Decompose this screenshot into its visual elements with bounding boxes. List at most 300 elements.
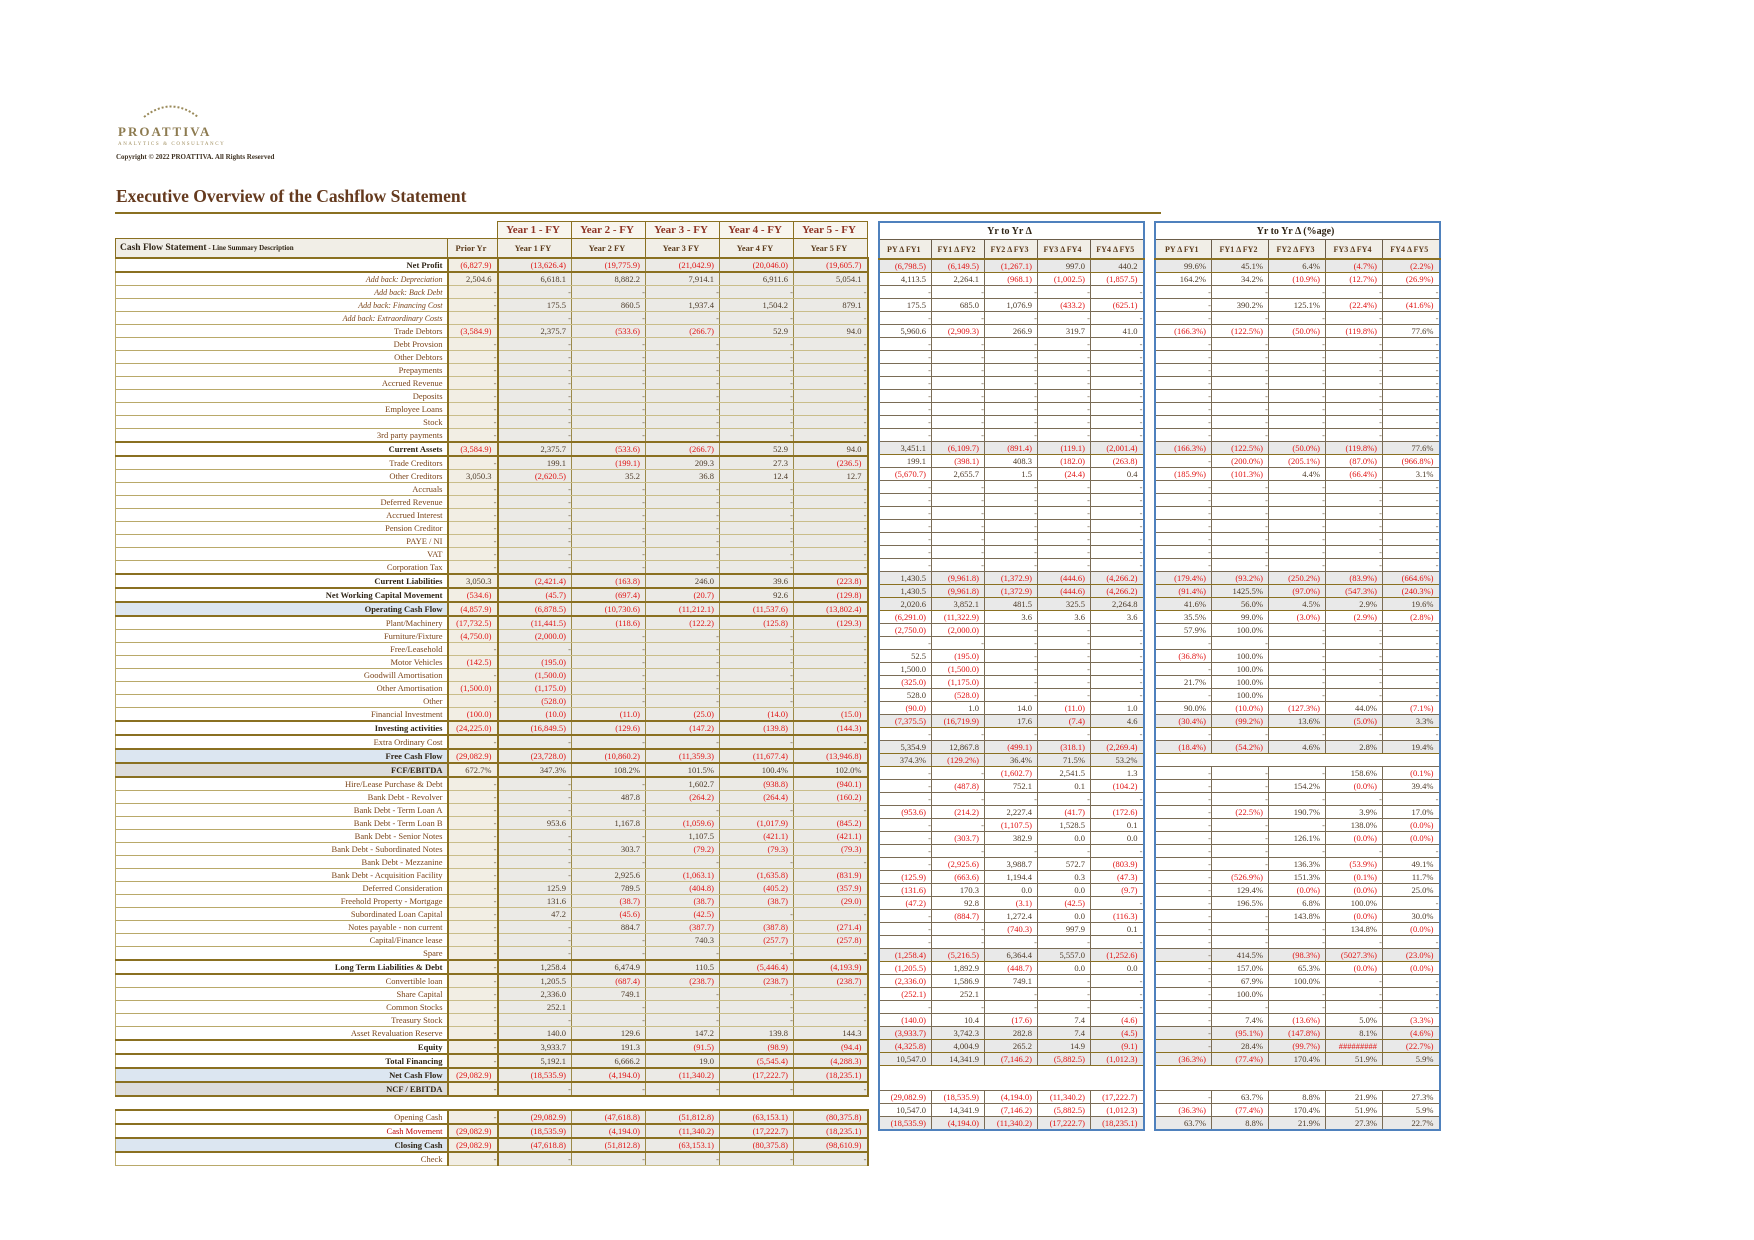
cell: - (448, 643, 498, 656)
cell: (63,153.1) (720, 1110, 794, 1124)
cell: (29.0) (794, 895, 868, 908)
cell: - (720, 1152, 794, 1166)
cell: (200.0%) (1212, 455, 1269, 468)
cell: (16,849.5) (498, 721, 572, 735)
cell: (0.0%) (1326, 780, 1383, 793)
table-row (879, 494, 1144, 507)
table-row (116, 429, 868, 443)
column-header: PY Δ FY1 (879, 240, 932, 260)
cell: 157.0% (1212, 962, 1269, 975)
table-row (116, 535, 868, 548)
cell: (17,222.7) (720, 1068, 794, 1082)
cell: - (448, 817, 498, 830)
cell: 4,113.5 (879, 273, 932, 286)
cell: 2.8% (1326, 741, 1383, 754)
cell: 3.6 (1091, 611, 1144, 624)
table-row (879, 780, 1144, 793)
cell: 21.9% (1269, 1117, 1326, 1131)
cell: - (932, 728, 985, 741)
cell: - (448, 735, 498, 749)
cell: (116.3) (1091, 910, 1144, 923)
cell: - (448, 960, 498, 974)
table-row (116, 496, 868, 509)
cell: (119.8%) (1326, 325, 1383, 338)
blank-cell (1383, 1078, 1440, 1091)
table-row (1155, 806, 1440, 819)
table-row (1155, 1066, 1440, 1079)
cell: - (448, 548, 498, 561)
table-row (879, 1014, 1144, 1027)
cell: (42.5) (646, 908, 720, 921)
cell: - (879, 481, 932, 494)
cell: - (646, 669, 720, 682)
cell: - (448, 1001, 498, 1014)
cell: - (1091, 286, 1144, 299)
cell: (263.8) (1091, 455, 1144, 468)
table-row (1155, 689, 1440, 702)
cell: - (572, 561, 646, 575)
table-row (116, 763, 868, 777)
table-row (1155, 858, 1440, 871)
cell: (2,001.4) (1091, 442, 1144, 455)
cell: 57.9% (1155, 624, 1212, 637)
cell: 49.1% (1383, 858, 1440, 871)
cell: (129.2%) (932, 754, 985, 767)
cell: - (1155, 559, 1212, 572)
cell: (10,730.6) (572, 602, 646, 616)
cell: - (1155, 728, 1212, 741)
table-row (1155, 533, 1440, 546)
cell: - (794, 496, 868, 509)
row-label: Cash Movement (116, 1124, 448, 1138)
cell: - (1212, 546, 1269, 559)
cell: - (448, 1014, 498, 1027)
cell: - (448, 351, 498, 364)
cell: - (498, 548, 572, 561)
row-label: Long Term Liabilities & Debt (116, 960, 448, 974)
cell: - (1269, 312, 1326, 325)
cell: - (572, 1014, 646, 1027)
cell: (1,063.1) (646, 869, 720, 882)
table-row (1155, 312, 1440, 325)
cell: - (932, 286, 985, 299)
cell: - (498, 429, 572, 443)
row-label: PAYE / NI (116, 535, 448, 548)
table-row (879, 325, 1144, 338)
cell: (11,340.2) (646, 1124, 720, 1138)
cell: 65.3% (1269, 962, 1326, 975)
cell: (2,421.4) (498, 574, 572, 588)
blank-cell (1038, 1078, 1091, 1091)
cell: 4.6 (1091, 715, 1144, 728)
cell: (98.9) (720, 1040, 794, 1054)
cell: - (1155, 403, 1212, 416)
cell: 0.0 (1038, 962, 1091, 975)
table-row (1155, 936, 1440, 949)
cell: - (498, 364, 572, 377)
cell: - (1383, 1001, 1440, 1014)
table-row (879, 1027, 1144, 1040)
table-row (879, 845, 1144, 858)
cell: 5,557.0 (1038, 949, 1091, 962)
cell: - (1212, 351, 1269, 364)
table-row (1155, 507, 1440, 520)
cell: 129.4% (1212, 884, 1269, 897)
table-row (116, 791, 868, 804)
table-row (1155, 910, 1440, 923)
cell: 347.3% (498, 763, 572, 777)
cell: - (932, 767, 985, 780)
cell: - (1038, 845, 1091, 858)
cell: - (1383, 507, 1440, 520)
table-row (1155, 767, 1440, 780)
cell: (938.8) (720, 777, 794, 791)
table-row (879, 975, 1144, 988)
cell: - (646, 509, 720, 522)
cell: 2,375.7 (498, 325, 572, 338)
cell: 1,937.4 (646, 299, 720, 312)
blank-cell (879, 1066, 932, 1079)
cell: - (794, 735, 868, 749)
cell: - (1155, 377, 1212, 390)
cell: (528.0) (932, 689, 985, 702)
cell: 19.4% (1383, 741, 1440, 754)
cell: 34.2% (1212, 273, 1269, 286)
cell: 2,925.6 (572, 869, 646, 882)
table-row (1155, 884, 1440, 897)
cell: 100.0% (1212, 650, 1269, 663)
cell: - (646, 548, 720, 561)
cell: 319.7 (1038, 325, 1091, 338)
cell: (131.6) (879, 884, 932, 897)
cell: (147.2) (646, 721, 720, 735)
row-label: Add back: Extraordinary Costs (116, 312, 448, 325)
side-header-row (1155, 240, 1440, 260)
cell: (884.7) (932, 910, 985, 923)
cell: - (1326, 689, 1383, 702)
cell: - (1155, 351, 1212, 364)
row-label: Deferred Consideration (116, 882, 448, 895)
delta-table (878, 221, 1145, 1131)
cell: 1,430.5 (879, 572, 932, 585)
cell: - (932, 520, 985, 533)
cell: - (1269, 793, 1326, 806)
cell: (2,925.6) (932, 858, 985, 871)
cell: 390.2% (1212, 299, 1269, 312)
table-row (116, 988, 868, 1001)
proattiva-logo (118, 104, 278, 148)
table-row (879, 403, 1144, 416)
cell: 1425.5% (1212, 585, 1269, 598)
cell: - (448, 1027, 498, 1041)
cell: (533.6) (572, 325, 646, 338)
cell: - (1269, 624, 1326, 637)
cell: - (1383, 689, 1440, 702)
cell: - (1383, 676, 1440, 689)
cell: - (448, 830, 498, 843)
cell: - (985, 481, 1038, 494)
cell: (99.2%) (1212, 715, 1269, 728)
cell: 2,264.1 (932, 273, 985, 286)
cell: (160.2) (794, 791, 868, 804)
cell: - (1269, 845, 1326, 858)
cell: (238.7) (646, 974, 720, 988)
cell: - (720, 535, 794, 548)
blank-cell (1326, 754, 1383, 767)
cell: 749.1 (985, 975, 1038, 988)
column-header: Year 3 FY (646, 239, 720, 259)
cell: 0.1 (1091, 923, 1144, 936)
table-row (879, 871, 1144, 884)
cell: 100.0% (1269, 975, 1326, 988)
cell: (41.7) (1038, 806, 1091, 819)
column-header: FY4 Δ FY5 (1091, 240, 1144, 260)
cell: - (1326, 728, 1383, 741)
cell: - (448, 895, 498, 908)
cell: 752.1 (985, 780, 1038, 793)
cell: - (794, 548, 868, 561)
cell: - (985, 546, 1038, 559)
table-row (116, 364, 868, 377)
cell: - (1383, 494, 1440, 507)
cell: (303.7) (932, 832, 985, 845)
column-header: Prior Yr (448, 239, 498, 259)
table-row (1155, 975, 1440, 988)
row-label: Financial Investment (116, 708, 448, 722)
cell: - (1326, 546, 1383, 559)
cell: - (1326, 975, 1383, 988)
cell: 672.7% (448, 763, 498, 777)
cell: (25.0) (646, 708, 720, 722)
cell: - (1269, 429, 1326, 442)
cell: - (1155, 1091, 1212, 1104)
cell: (195.0) (932, 650, 985, 663)
cell: - (879, 533, 932, 546)
cell: (182.0) (1038, 455, 1091, 468)
cell: (387.8) (720, 921, 794, 934)
cell: - (879, 858, 932, 871)
cell: - (879, 819, 932, 832)
cell: 5.9% (1383, 1053, 1440, 1066)
table-row (116, 616, 868, 630)
cell: (11,212.1) (646, 602, 720, 616)
table-row (116, 669, 868, 682)
cell: 71.5% (1038, 754, 1091, 767)
cell: - (1212, 832, 1269, 845)
cell: (6,827.9) (448, 258, 498, 272)
cell: 108.2% (572, 763, 646, 777)
cell: 1.0 (1091, 702, 1144, 715)
cell: - (1326, 338, 1383, 351)
cell: - (985, 689, 1038, 702)
table-row (879, 351, 1144, 364)
cell: - (985, 338, 1038, 351)
row-label: Plant/Machinery (116, 616, 448, 630)
table-row (116, 695, 868, 708)
table-row (879, 884, 1144, 897)
cell: 14,341.9 (932, 1104, 985, 1117)
cell: - (1091, 975, 1144, 988)
cell: - (572, 695, 646, 708)
cell: - (1091, 637, 1144, 650)
cell: - (1038, 338, 1091, 351)
cell: (9.7) (1091, 884, 1144, 897)
cell: 11.7% (1383, 871, 1440, 884)
cell: (18,535.9) (932, 1091, 985, 1104)
cell: (953.6) (879, 806, 932, 819)
table-row (116, 735, 868, 749)
cell: (23,728.0) (498, 749, 572, 763)
cell: (421.1) (720, 830, 794, 843)
cell: 1,430.5 (879, 585, 932, 598)
cell: - (1155, 780, 1212, 793)
spacer-cell (116, 222, 448, 239)
cell: - (932, 507, 985, 520)
cell: - (498, 804, 572, 817)
cell: - (498, 338, 572, 351)
cell: 6.8% (1269, 897, 1326, 910)
cell: (1,175.0) (498, 682, 572, 695)
cell: - (1155, 806, 1212, 819)
table-row (116, 1040, 868, 1054)
cell: 136.3% (1269, 858, 1326, 871)
cell: 5.0% (1326, 1014, 1383, 1027)
cell: - (572, 643, 646, 656)
cell: (2,000.0) (932, 624, 985, 637)
cell: - (1038, 546, 1091, 559)
cell: (51,812.8) (646, 1110, 720, 1124)
row-label: Free Cash Flow (116, 749, 448, 763)
cell: (91.5) (646, 1040, 720, 1054)
table-row (879, 923, 1144, 936)
cell: - (572, 656, 646, 669)
table-row (879, 481, 1144, 494)
cell: - (572, 416, 646, 429)
blank-cell (1155, 754, 1212, 767)
table-row (1155, 1053, 1440, 1066)
cell: - (720, 561, 794, 575)
cell: (17,732.5) (448, 616, 498, 630)
cell: 41.0 (1091, 325, 1144, 338)
table-row (1155, 455, 1440, 468)
row-label: Net Cash Flow (116, 1068, 448, 1082)
row-label: Bank Debt - Subordinated Notes (116, 843, 448, 856)
cell: - (498, 791, 572, 804)
cell: - (498, 509, 572, 522)
cell: 3,451.1 (879, 442, 932, 455)
table-row (116, 1152, 868, 1166)
row-label: Net Working Capital Movement (116, 588, 448, 602)
cell: - (1091, 546, 1144, 559)
cell: 740.3 (646, 934, 720, 947)
cell: (11,359.3) (646, 749, 720, 763)
cell: 28.4% (1212, 1040, 1269, 1053)
cell: 94.0 (794, 442, 868, 456)
cell: 199.1 (498, 456, 572, 470)
cell: - (1155, 481, 1212, 494)
cell: 36.4% (985, 754, 1038, 767)
cell: - (1383, 416, 1440, 429)
cell: (18.4%) (1155, 741, 1212, 754)
cell: - (1038, 351, 1091, 364)
cell: - (932, 845, 985, 858)
cell: 2.9% (1326, 598, 1383, 611)
cell: - (1155, 884, 1212, 897)
cell: (1,372.9) (985, 572, 1038, 585)
cell: 0.4 (1091, 468, 1144, 481)
cell: 45.1% (1212, 259, 1269, 273)
cell: 22.7% (1383, 1117, 1440, 1131)
cell: (80,375.8) (720, 1138, 794, 1152)
blank-cell (1269, 754, 1326, 767)
table-row (116, 656, 868, 669)
cell: - (879, 286, 932, 299)
cell: - (932, 429, 985, 442)
side-section-title: Yr to Yr Δ (%age) (1155, 222, 1440, 240)
cell: - (1212, 286, 1269, 299)
cell: - (1091, 520, 1144, 533)
table-row (116, 325, 868, 338)
cell: (0.0%) (1326, 832, 1383, 845)
spacer-cell (498, 1096, 572, 1110)
cell: (17,222.7) (1038, 1117, 1091, 1131)
table-row (879, 1040, 1144, 1053)
cell: (144.3) (794, 721, 868, 735)
cell: (29,082.9) (448, 749, 498, 763)
cell: - (1091, 390, 1144, 403)
year-box-header: Year 2 - FY (572, 222, 646, 239)
cell: - (448, 988, 498, 1001)
cell: - (1091, 988, 1144, 1001)
cell: - (720, 286, 794, 299)
row-label: Investing activities (116, 721, 448, 735)
cell: - (1212, 403, 1269, 416)
blank-cell (1269, 1066, 1326, 1079)
cell: (7.1%) (1383, 702, 1440, 715)
table-row (1155, 624, 1440, 637)
cell: - (498, 1014, 572, 1027)
cell: - (985, 637, 1038, 650)
cell: - (794, 695, 868, 708)
cell: (3,584.9) (448, 325, 498, 338)
cell: - (1269, 403, 1326, 416)
cell: - (646, 695, 720, 708)
cell: (139.8) (720, 721, 794, 735)
table-row (879, 559, 1144, 572)
cell: - (1155, 1027, 1212, 1040)
year-box-header: Year 1 - FY (498, 222, 572, 239)
row-label: Treasury Stock (116, 1014, 448, 1027)
cell: 2,227.4 (985, 806, 1038, 819)
cell: (1,205.5) (879, 962, 932, 975)
cell: - (985, 624, 1038, 637)
cell: - (572, 403, 646, 416)
cell: - (985, 1001, 1038, 1014)
cell: - (1091, 416, 1144, 429)
cell: - (1155, 507, 1212, 520)
cell: - (794, 908, 868, 921)
cell: - (448, 882, 498, 895)
column-header: Year 4 FY (720, 239, 794, 259)
table-row (1155, 741, 1440, 754)
cell: (325.0) (879, 676, 932, 689)
cell: 41.6% (1155, 598, 1212, 611)
table-row (116, 682, 868, 695)
cell: - (448, 338, 498, 351)
cell: (79.3) (720, 843, 794, 856)
cell: - (1212, 416, 1269, 429)
table-row (116, 947, 868, 961)
